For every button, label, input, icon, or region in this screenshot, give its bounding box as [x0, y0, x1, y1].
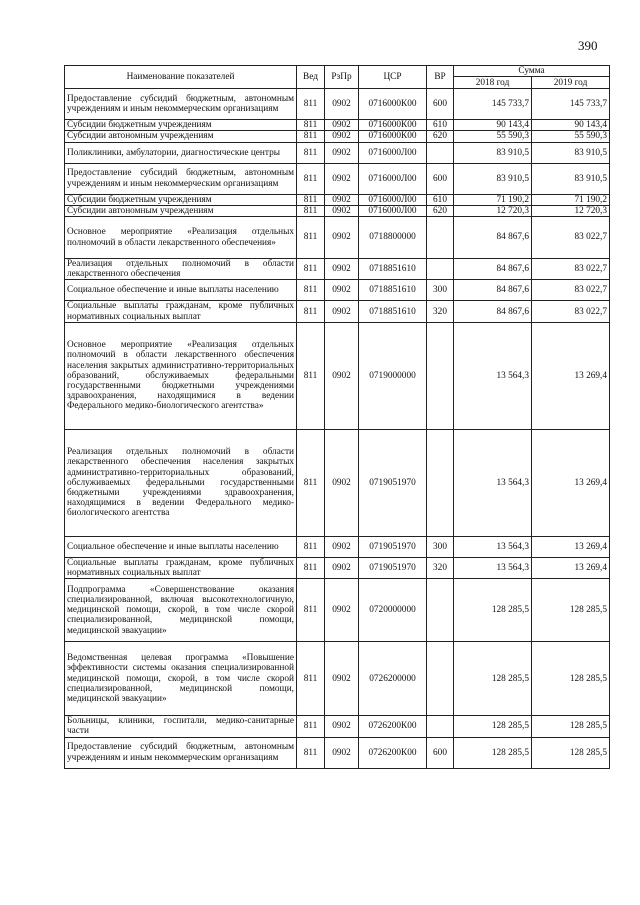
- header-vr: ВР: [427, 66, 454, 89]
- table-row: [65, 642, 610, 716]
- row-2019: 12 720,3: [532, 205, 610, 216]
- row-csr: 0726200К00: [359, 716, 427, 737]
- row-ved: 811: [297, 280, 325, 301]
- row-vr: 620: [427, 131, 454, 142]
- row-name: Социальные выплаты гражданам, кроме публичных нормативных социальных выплат: [65, 557, 297, 578]
- row-2018: 83 910,5: [454, 163, 532, 194]
- row-name: Субсидии бюджетным учреждениям: [65, 194, 297, 205]
- row-2018: 128 285,5: [454, 737, 532, 768]
- row-2019: 83 022,7: [532, 280, 610, 301]
- header-name: Наименование показателей: [65, 66, 297, 89]
- row-vr: [427, 429, 454, 536]
- row-2019: 83 910,5: [532, 163, 610, 194]
- row-ved: 811: [297, 217, 325, 259]
- row-ved: 811: [297, 642, 325, 716]
- row-2019: 128 285,5: [532, 716, 610, 737]
- row-csr: 0716000К00: [359, 120, 427, 131]
- row-name: Реализация отдельных полномочий в области лекарственного обеспечения населения закрытых административно-территориальных образований, обслуживаемых федеральными государственными бюджетными учреждениями здравоохранения, находящимися в ведении Федерального медико-биологического агентства: [65, 429, 297, 536]
- row-ved: 811: [297, 131, 325, 142]
- row-2019: 83 910,5: [532, 142, 610, 163]
- row-rzpr: 0902: [325, 642, 359, 716]
- row-vr: 600: [427, 89, 454, 120]
- row-rzpr: 0902: [325, 194, 359, 205]
- row-name: Социальное обеспечение и иные выплаты населению: [65, 280, 297, 301]
- header-sum: Сумма: [454, 66, 610, 77]
- row-csr: 0720000000: [359, 579, 427, 642]
- row-rzpr: 0902: [325, 301, 359, 322]
- row-2018: 13 564,3: [454, 536, 532, 557]
- row-2019: 13 269,4: [532, 429, 610, 536]
- row-name: Основное мероприятие «Реализация отдельных полномочий в области лекарственного обеспечения населения закрытых административно-территориальных образований, обслуживаемых федеральными государственными бюджетными учреждениями здравоохранения, находящимися в ведении Федерального медико-биологического агентства»: [65, 322, 297, 429]
- row-2018: 84 867,6: [454, 301, 532, 322]
- row-2019: 128 285,5: [532, 579, 610, 642]
- row-csr: 0716000Л00: [359, 194, 427, 205]
- row-csr: 0719051970: [359, 557, 427, 578]
- row-2019: 145 733,7: [532, 89, 610, 120]
- table-row: [65, 259, 610, 280]
- row-ved: 811: [297, 429, 325, 536]
- row-csr: 0716000Л00: [359, 205, 427, 216]
- table-row: [65, 194, 610, 205]
- row-2018: 84 867,6: [454, 217, 532, 259]
- table-row: [65, 280, 610, 301]
- row-vr: 610: [427, 194, 454, 205]
- table-row: [65, 89, 610, 120]
- row-name: Больницы, клиники, госпитали, медико-санитарные части: [65, 716, 297, 737]
- budget-table: [64, 65, 610, 769]
- table-row: [65, 716, 610, 737]
- row-ved: 811: [297, 89, 325, 120]
- row-2019: 55 590,3: [532, 131, 610, 142]
- row-2019: 13 269,4: [532, 557, 610, 578]
- row-2018: 84 867,6: [454, 259, 532, 280]
- row-csr: 0719000000: [359, 322, 427, 429]
- row-vr: [427, 642, 454, 716]
- row-csr: 0716000Л00: [359, 163, 427, 194]
- row-vr: 620: [427, 205, 454, 216]
- row-name: Субсидии автономным учреждениям: [65, 131, 297, 142]
- row-2019: 83 022,7: [532, 259, 610, 280]
- row-2018: 128 285,5: [454, 579, 532, 642]
- row-ved: 811: [297, 301, 325, 322]
- row-2018: 71 190,2: [454, 194, 532, 205]
- row-name: Предоставление субсидий бюджетным, автономным учреждениям и иным некоммерческим организациям: [65, 163, 297, 194]
- row-name: Поликлиники, амбулатории, диагностические центры: [65, 142, 297, 163]
- row-2019: 13 269,4: [532, 536, 610, 557]
- row-vr: 300: [427, 280, 454, 301]
- row-2019: 128 285,5: [532, 642, 610, 716]
- row-2018: 13 564,3: [454, 429, 532, 536]
- row-2018: 83 910,5: [454, 142, 532, 163]
- row-csr: 0716000К00: [359, 131, 427, 142]
- row-ved: 811: [297, 142, 325, 163]
- row-2019: 71 190,2: [532, 194, 610, 205]
- row-ved: 811: [297, 259, 325, 280]
- table-row: [65, 536, 610, 557]
- row-rzpr: 0902: [325, 89, 359, 120]
- row-2019: 128 285,5: [532, 737, 610, 768]
- row-vr: [427, 259, 454, 280]
- row-2018: 13 564,3: [454, 322, 532, 429]
- header-2019: 2019 год: [532, 77, 610, 89]
- row-csr: 0718851610: [359, 280, 427, 301]
- row-rzpr: 0902: [325, 579, 359, 642]
- row-rzpr: 0902: [325, 205, 359, 216]
- row-ved: 811: [297, 194, 325, 205]
- row-name: Предоставление субсидий бюджетным, автономным учреждениям и иным некоммерческим организациям: [65, 737, 297, 768]
- row-csr: 0716000К00: [359, 89, 427, 120]
- table-row: [65, 579, 610, 642]
- row-rzpr: 0902: [325, 217, 359, 259]
- row-2018: 128 285,5: [454, 642, 532, 716]
- row-vr: [427, 322, 454, 429]
- table-row: [65, 120, 610, 131]
- row-name: Предоставление субсидий бюджетным, автономным учреждениям и иным некоммерческим организациям: [65, 89, 297, 120]
- table-body: [65, 89, 610, 768]
- row-rzpr: 0902: [325, 536, 359, 557]
- row-2018: 128 285,5: [454, 716, 532, 737]
- row-2019: 90 143,4: [532, 120, 610, 131]
- row-2018: 55 590,3: [454, 131, 532, 142]
- row-rzpr: 0902: [325, 259, 359, 280]
- row-name: Субсидии бюджетным учреждениям: [65, 120, 297, 131]
- row-ved: 811: [297, 205, 325, 216]
- row-rzpr: 0902: [325, 716, 359, 737]
- row-csr: 0718851610: [359, 259, 427, 280]
- row-ved: 811: [297, 536, 325, 557]
- header-2018: 2018 год: [454, 77, 532, 89]
- row-rzpr: 0902: [325, 429, 359, 536]
- table-row: [65, 163, 610, 194]
- row-2019: 83 022,7: [532, 301, 610, 322]
- row-rzpr: 0902: [325, 557, 359, 578]
- row-2018: 145 733,7: [454, 89, 532, 120]
- table-row: [65, 322, 610, 429]
- row-2019: 13 269,4: [532, 322, 610, 429]
- row-rzpr: 0902: [325, 120, 359, 131]
- row-csr: 0719051970: [359, 536, 427, 557]
- row-name: Подпрограмма «Совершенствование оказания специализированной, включая высокотехнологичную, медицинской помощи, скорой, в том числе скорой специализированной, медицинской помощи, медицинской эвакуации»: [65, 579, 297, 642]
- row-name: Социальное обеспечение и иные выплаты населению: [65, 536, 297, 557]
- row-rzpr: 0902: [325, 280, 359, 301]
- row-vr: 300: [427, 536, 454, 557]
- row-vr: [427, 716, 454, 737]
- row-csr: 0726200К00: [359, 737, 427, 768]
- header-csr: ЦСР: [359, 66, 427, 89]
- row-vr: 320: [427, 301, 454, 322]
- row-2018: 84 867,6: [454, 280, 532, 301]
- row-rzpr: 0902: [325, 737, 359, 768]
- header-ved: Вед: [297, 66, 325, 89]
- row-csr: 0726200000: [359, 642, 427, 716]
- row-rzpr: 0902: [325, 322, 359, 429]
- row-2018: 90 143,4: [454, 120, 532, 131]
- row-ved: 811: [297, 120, 325, 131]
- row-ved: 811: [297, 163, 325, 194]
- row-rzpr: 0902: [325, 163, 359, 194]
- row-name: Социальные выплаты гражданам, кроме публичных нормативных социальных выплат: [65, 301, 297, 322]
- row-csr: 0718851610: [359, 301, 427, 322]
- row-csr: 0719051970: [359, 429, 427, 536]
- table-row: [65, 737, 610, 768]
- row-ved: 811: [297, 716, 325, 737]
- row-vr: 320: [427, 557, 454, 578]
- header-rzpr: РзПр: [325, 66, 359, 89]
- row-vr: 600: [427, 737, 454, 768]
- row-ved: 811: [297, 737, 325, 768]
- table-row: [65, 205, 610, 216]
- row-2018: 13 564,3: [454, 557, 532, 578]
- row-csr: 0718800000: [359, 217, 427, 259]
- row-vr: [427, 217, 454, 259]
- row-rzpr: 0902: [325, 131, 359, 142]
- row-rzpr: 0902: [325, 142, 359, 163]
- row-vr: 600: [427, 163, 454, 194]
- page-number: 390: [578, 38, 598, 53]
- row-vr: [427, 579, 454, 642]
- row-ved: 811: [297, 322, 325, 429]
- row-csr: 0716000Л00: [359, 142, 427, 163]
- row-name: Ведомственная целевая программа «Повышение эффективности системы оказания специализированной медицинской помощи, скорой, в том числе скорой специализированной, медицинской помощи, медицинской эвакуации»: [65, 642, 297, 716]
- row-name: Основное мероприятие «Реализация отдельных полномочий в области лекарственного обеспечения»: [65, 217, 297, 259]
- row-2019: 83 022,7: [532, 217, 610, 259]
- table-row: [65, 131, 610, 142]
- table-row: [65, 142, 610, 163]
- row-name: Субсидии автономным учреждениям: [65, 205, 297, 216]
- table-row: [65, 429, 610, 536]
- row-name: Реализация отдельных полномочий в области лекарственного обеспечения: [65, 259, 297, 280]
- row-vr: 610: [427, 120, 454, 131]
- row-ved: 811: [297, 579, 325, 642]
- table-row: [65, 557, 610, 578]
- table-row: [65, 301, 610, 322]
- row-2018: 12 720,3: [454, 205, 532, 216]
- row-vr: [427, 142, 454, 163]
- row-ved: 811: [297, 557, 325, 578]
- table-row: [65, 217, 610, 259]
